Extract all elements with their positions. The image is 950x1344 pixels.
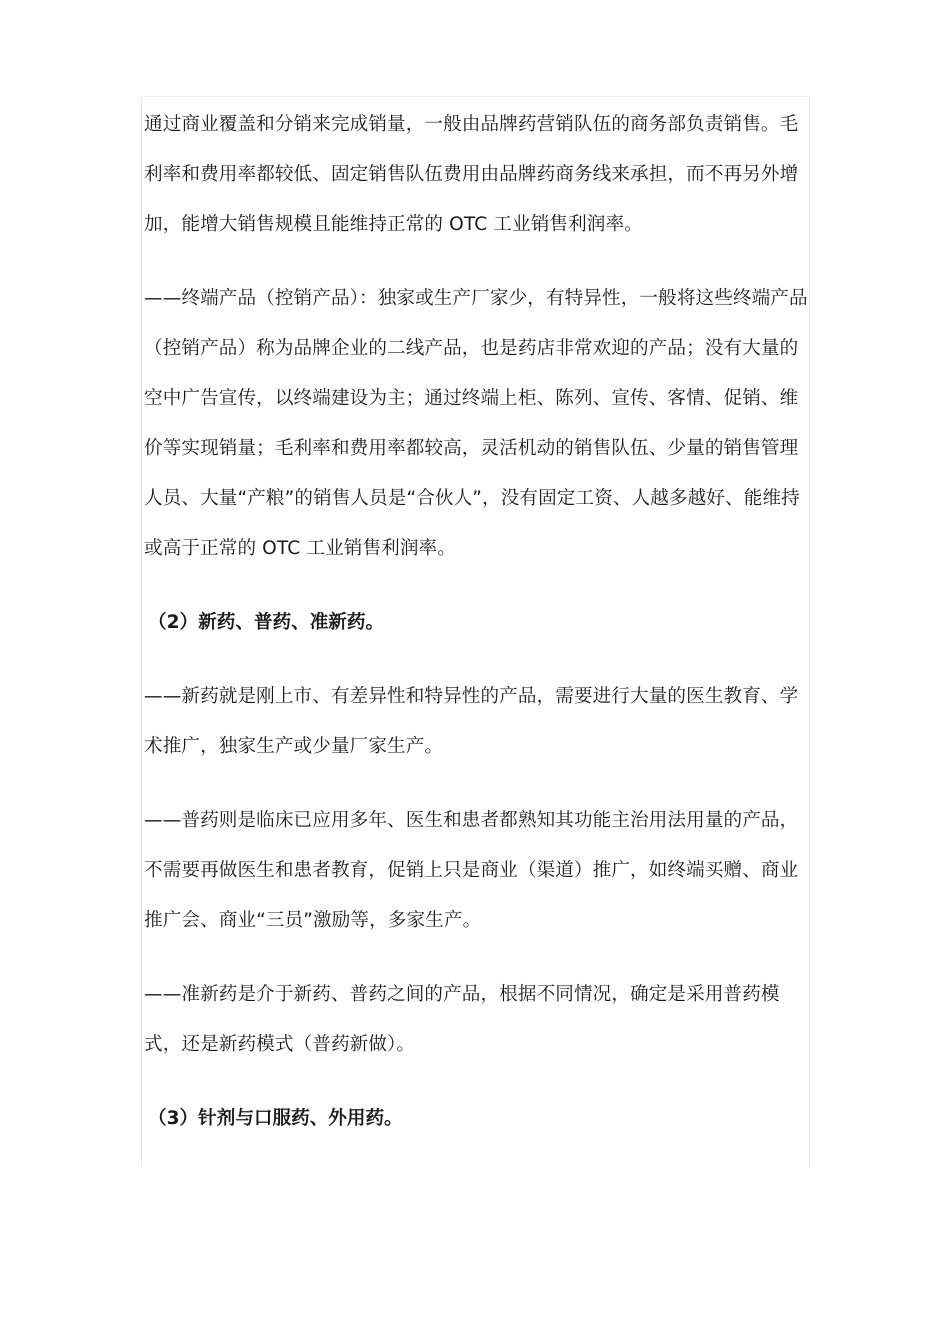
paragraph-generic-drugs: ——普药则是临床已应用多年、医生和患者都熟知其功能主治用法用量的产品，不需要再做医生和患者教育，促销上只是商业（渠道）推广，如终端买赠、商业推广会、商业“三员”激励等，多家生产。	[144, 810, 799, 931]
paragraph-commercial-coverage: 通过商业覆盖和分销来完成销量，一般由品牌药营销队伍的商务部负责销售。毛利率和费用率都较低、固定销售队伍费用由品牌药商务线来承担，而不再另外增加，能增大销售规模且能维持正常的 OTC 工业销售利润率。	[144, 114, 799, 235]
paragraph-new-drugs: ——新药就是刚上市、有差异性和特异性的产品，需要进行大量的医生教育、学术推广，独家生产或少量厂家生产。	[144, 686, 799, 757]
heading-new-generic-drugs: （2）新药、普药、准新药。	[148, 612, 385, 633]
document-body	[144, 100, 816, 1168]
paragraph-terminal-products: ——终端产品（控销产品）：独家或生产厂家少，有特异性，一般将这些终端产品（控销产品）称为品牌企业的二线产品，也是药店非常欢迎的产品；没有大量的空中广告宣传，以终端建设为主；通过终端上柜、陈列、宣传、客情、促销、维价等实现销量；毛利率和费用率都较高，灵活机动的销售队伍、少量的销售管理人员、大量“产粮”的销售人员是“合伙人”，没有固定工资、人越多越好、能维持或高于正常的 OTC 工业销售利润率。	[144, 288, 808, 559]
heading-injection-oral-topical: （3）针剂与口服药、外用药。	[148, 1108, 403, 1129]
paragraph-quasi-new-drugs: ——准新药是介于新药、普药之间的产品，根据不同情况，确定是采用普药模式，还是新药模式（普药新做）。	[144, 984, 780, 1055]
